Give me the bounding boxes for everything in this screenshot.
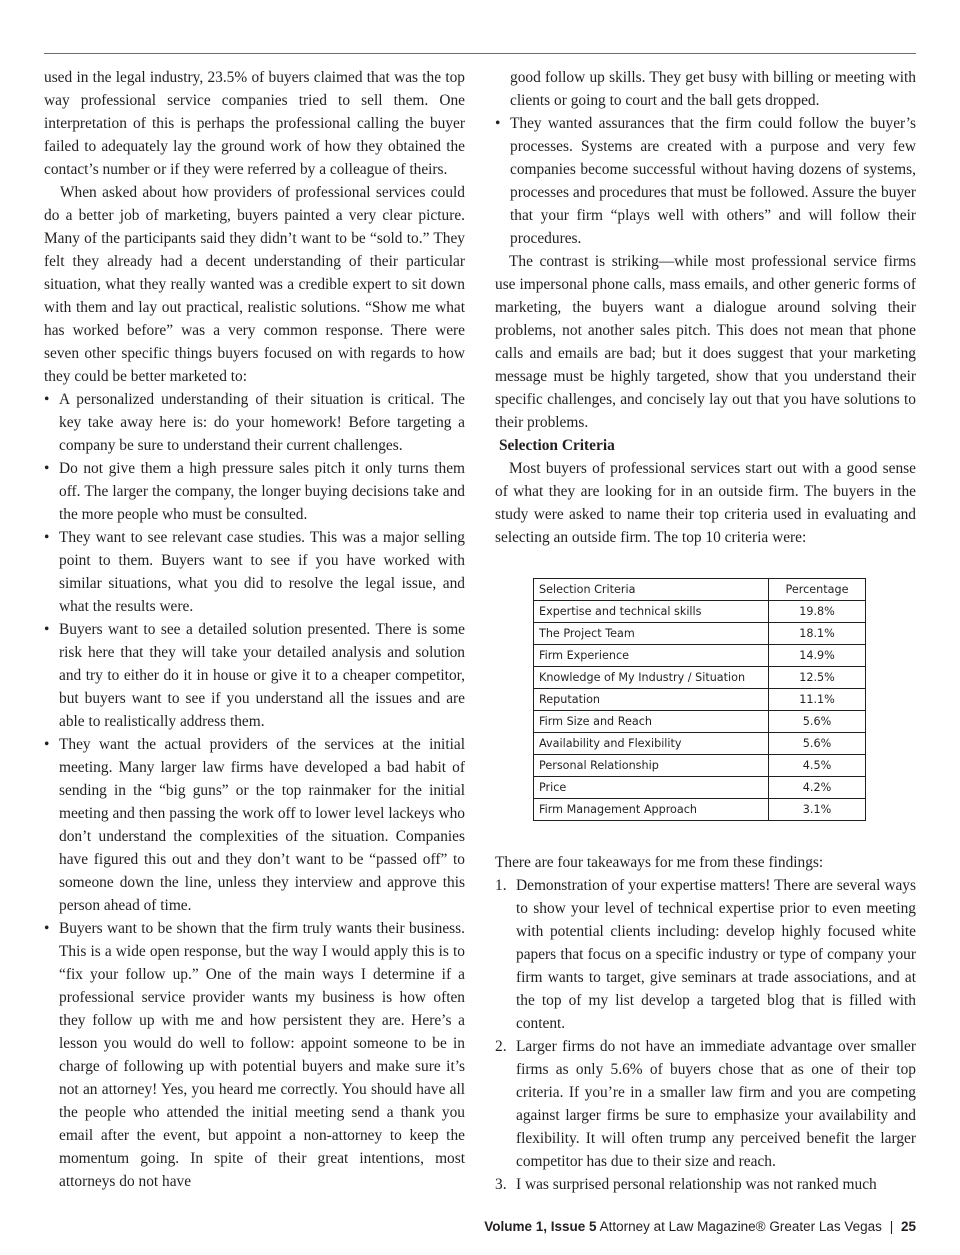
section-heading-selection-criteria: Selection Criteria [499,437,615,454]
percentage-cell: 14.9% [769,645,866,667]
takeaway-number: 2. [495,1038,507,1055]
footer-volume: Volume 1, Issue 5 [484,1219,597,1234]
percentage-cell: 4.2% [769,777,866,799]
bullet-item: • A personalized understanding of their situation is critical. The key take away here is: do your homework! Before targeting a company be sure to understand their current challenges. [44,388,465,457]
takeaway-item [495,1035,916,1173]
table-row [534,601,866,623]
contrast-paragraph: The contrast is striking—while most professional service firms use impersonal phone calls, mass emails, and other generic forms of marketing, the buyers want a dialogue around solving their problems, not another sales pitch. This does not mean that phone calls and emails are bad; but it does suggest that your marketing message must be highly targeted, show that you understand their specific challenges, and concisely lay out that you have solutions to their problems. [495,253,916,431]
page-number: 25 [900,1219,916,1234]
percentage-cell: 11.1% [769,689,866,711]
table-row [534,711,866,733]
page-footer [484,1219,916,1234]
takeaway-item [495,1173,916,1196]
selection-criteria-table [533,578,866,821]
criteria-cell: The Project Team [534,623,769,645]
footer-separator: | [889,1219,894,1234]
table-row [534,755,866,777]
criteria-cell: Price [534,777,769,799]
right-bullet-list [495,112,916,250]
top-rule [44,53,916,54]
takeaways-list [495,874,916,1196]
left-bullet-list [44,388,465,1193]
criteria-cell: Personal Relationship [534,755,769,777]
criteria-cell: Firm Experience [534,645,769,667]
takeaway-item [495,874,916,1035]
table-row [534,645,866,667]
takeaway-number: 1. [495,877,507,894]
bullet-item: • Do not give them a high pressure sales pitch it only turns them off. The larger the company, the longer buying decisions take and the more people who must be consulted. [44,457,465,526]
percentage-cell: 12.5% [769,667,866,689]
bullet-item: • They wanted assurances that the firm could follow the buyer’s processes. Systems are created with a purpose and very few companies become successful without having dozens of systems, processes and procedures that must be followed. Assure the buyer that your firm “plays well with others” and will follow their procedures. [495,112,916,250]
table-row [534,689,866,711]
table-row [534,623,866,645]
percentage-cell: 18.1% [769,623,866,645]
table-row [534,667,866,689]
takeaway-text: I was surprised personal relationship was not ranked much [516,1176,877,1193]
table-header-cell: Percentage [769,579,866,601]
takeaway-text: Larger firms do not have an immediate advantage over smaller firms as only 5.6% of buyers chose that as one of their top criteria. If you’re in a smaller law firm and you are competing against larger firms be sure to emphasize your availability and flexibility. It will often trump any perceived benefit the larger competitor has due to their size and reach. [516,1038,916,1170]
table-row [534,799,866,821]
bullet-item: • They want the actual providers of the services at the initial meeting. Many larger law firms have developed a bad habit of sending in the “big guns” or the top rainmaker for the initial meeting and then passing the work off to lower level lackeys who don’t understand the complexities of the situation. Companies have figured this out and they don’t want to be “passed off” to someone down the line, unless they interview and approve this person ahead of time. [44,733,465,917]
criteria-cell: Expertise and technical skills [534,601,769,623]
selection-paragraph: Most buyers of professional services start out with a good sense of what they are looking for in an outside firm. The buyers in the study were asked to name their top criteria used in evaluating and selecting an outside firm. The top 10 criteria were: [495,460,916,546]
takeaways-intro: There are four takeaways for me from these findings: [495,854,824,871]
left-paragraph-buyers: When asked about how providers of professional services could do a better job of marketing, buyers painted a very clear picture. Many of the participants said they didn’t want to be “sold to.” They felt they already had a decent understanding of their particular situation, what they really wanted was a credible expert to sit down with them and lay out practical, realistic solutions. “Show me what has worked before” was a very common response. There were seven other specific things buyers focused on with regards to how they could be better marketed to: [44,184,465,385]
bullet-item: • Buyers want to see a detailed solution presented. There is some risk here that they will take your detailed analysis and solution and try to either do it in house or give it to a cheaper competitor, but buyers want to see if you understand all the issues and are able to realistically address them. [44,618,465,733]
criteria-cell: Firm Size and Reach [534,711,769,733]
takeaway-number: 3. [495,1176,507,1193]
footer-publication: Attorney at Law Magazine® Greater Las Vegas [599,1219,882,1234]
percentage-cell: 19.8% [769,601,866,623]
takeaway-text: Demonstration of your expertise matters! There are several ways to show your level of technical expertise prior to even meeting with potential clients including: develop highly focused white papers that focus on a specific industry or type of company your firm wants to target, give seminars at trade associations, and at the top of my list develop a targeted blog that is filled with content. [516,877,916,1032]
criteria-cell: Firm Management Approach [534,799,769,821]
bullet-item: • They want to see relevant case studies. This was a major selling point to them. Buyers want to see if you have worked with similar situations, what you did to resolve the legal issue, and what the results were. [44,526,465,618]
criteria-cell: Knowledge of My Industry / Situation [534,667,769,689]
left-column [44,66,465,1193]
criteria-cell: Availability and Flexibility [534,733,769,755]
table-row [534,733,866,755]
table-row [534,777,866,799]
percentage-cell: 5.6% [769,711,866,733]
right-bullet-continued: good follow up skills. They get busy with billing or meeting with clients or going to court and the ball gets dropped. [510,69,916,109]
percentage-cell: 4.5% [769,755,866,777]
criteria-table-wrapper [533,578,916,821]
left-paragraph-continued: used in the legal industry, 23.5% of buyers claimed that was the top way professional service companies tried to sell them. One interpretation of this is perhaps the professional calling the buyer failed to adequately lay the ground work of how they obtained the contact’s number or if they were referred by a colleague of theirs. [44,69,465,178]
bullet-item: • Buyers want to be shown that the firm truly wants their business. This is a wide open response, but the way I would apply this is to “fix your follow up.” One of the main ways I determine if a professional service provider wants my business is how often they follow up with me and how persistent they are. Here’s a lesson you would do well to follow: appoint someone to be in charge of following up with potential buyers and make sure it’s not an attorney! Yes, you heard me correctly. You should have all the people who attended the initial meeting send a thank you email after the event, but appoint a non-attorney to keep the momentum going. In spite of their great intentions, most attorneys do not have [44,917,465,1193]
criteria-cell: Reputation [534,689,769,711]
right-column [495,66,916,1196]
table-header-row [534,579,866,601]
table-header-cell: Selection Criteria [534,579,769,601]
percentage-cell: 5.6% [769,733,866,755]
percentage-cell: 3.1% [769,799,866,821]
